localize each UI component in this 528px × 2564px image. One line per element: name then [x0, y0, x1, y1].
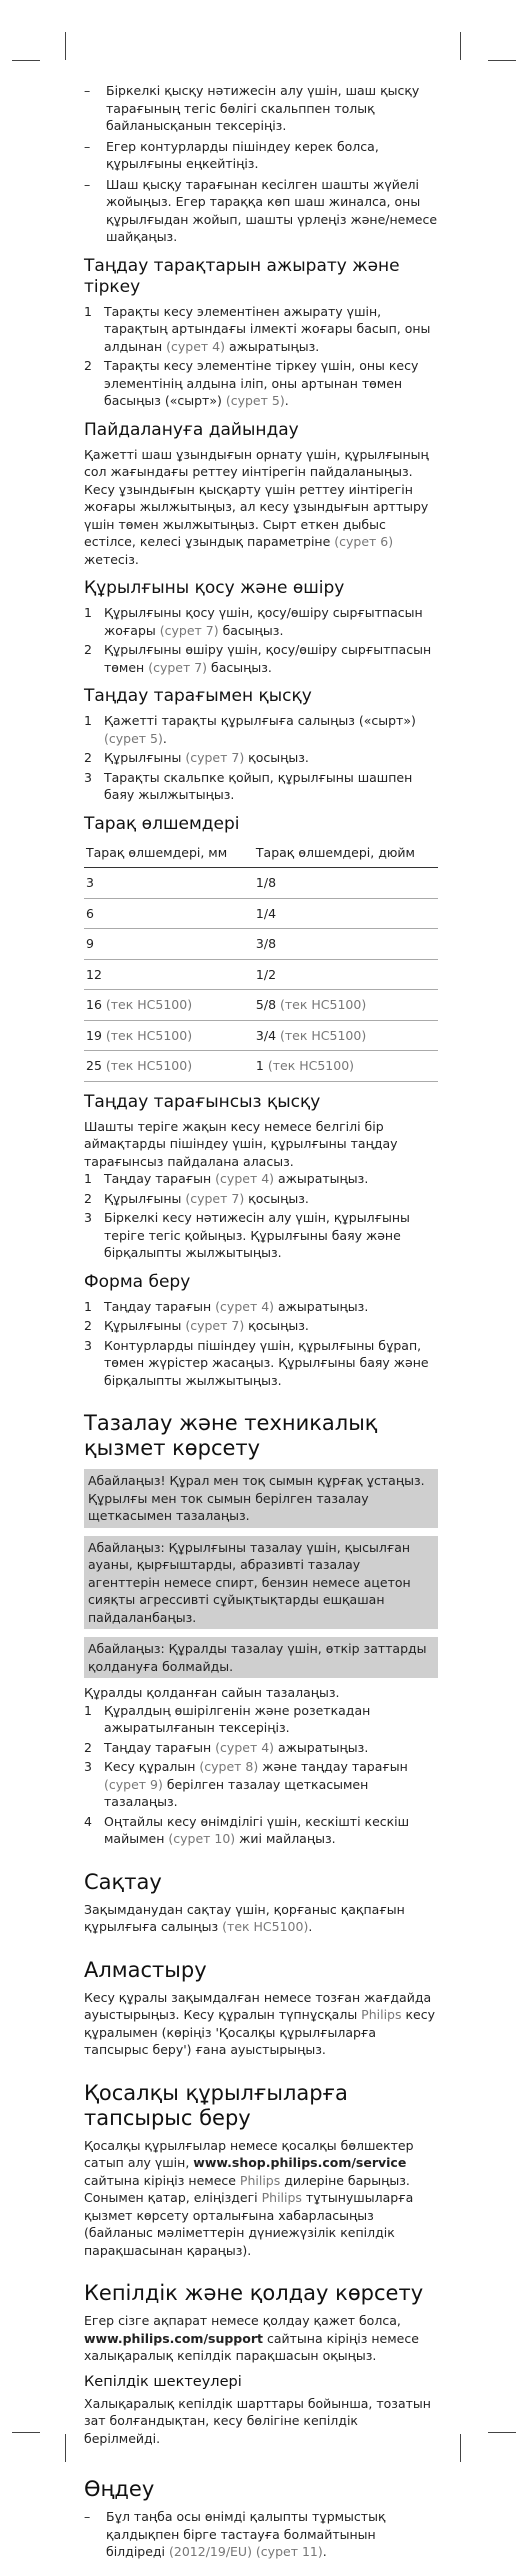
brand-name: Philips	[361, 2007, 402, 2022]
table-cell-mm: 16 (тек HC5100)	[84, 990, 254, 1021]
comb-sizes-table	[84, 840, 438, 1082]
figure-ref: (сурет 5)	[104, 730, 163, 746]
figure-ref: (сурет 4)	[215, 1739, 275, 1755]
step-item: 2 Құрылғыны (сурет 7) қосыңыз.	[84, 1190, 309, 1206]
section-title-limits: Кепілдік шектеулері	[84, 2373, 242, 2390]
warning-box: Абайлаңыз: Құрылғыны тазалау үшін, қысылған ауаны, қырғыштарды, абразивті тазалау агенттерін немесе спирт, бензин немесе ацетон сияқты агрессивті сұйықтықтарды ешқашан пайдаланбаңыз.	[84, 1536, 438, 1630]
step-number: 4	[84, 1813, 92, 1829]
table-cell-inch: 5/8 (тек HC5100)	[254, 990, 438, 1021]
bullet-item: – Шаш қысқу тарағынан кесілген шашты жүйелі жойыңыз. Егер тараққа көп шаш жиналса, оны құрылғыдан жойып, шашты үрлеңіз және/немесе шайқаңыз.	[84, 176, 438, 246]
figure-ref: (сурет 7)	[148, 659, 208, 675]
crop-mark-top-right-v	[460, 32, 461, 60]
step-item: 2 Тарақты кесу элементіне тіркеу үшін, оны кесу элементінің алдына іліп, оны артынан төмен басыңыз («сырт») (сурет 5).	[84, 358, 419, 408]
bullet-item: – Біркелкі қысқу нәтижесін алу үшін, шаш қысқу тарағының тегіс бөлігі скальппен толық байланысқанын тексеріңіз.	[84, 82, 438, 135]
paragraph: Зақымданудан сақтау үшін, қорғаныс қақпағын құрылғыға салыңыз (тек HC5100).	[84, 1901, 405, 1934]
paragraph: Халықаралық кепілдік шарттары бойынша, тозатын зат болғандықтан, кесу бөлігіне кепілдік берілмейді.	[84, 2395, 431, 2446]
figure-ref: (сурет 6)	[334, 534, 394, 549]
brand-name: Philips	[261, 2190, 302, 2205]
manual-page	[84, 82, 438, 2564]
step-item: 2 Құрылғыны (сурет 7) қосыңыз.	[84, 1318, 309, 1333]
table-cell-mm: 6	[84, 898, 254, 929]
paragraph: Егер сізге ақпарат немесе қолдау қажет болса, www.philips.com/support сайтына кіріңіз немесе халықаралық кепілдік парақшасын оқыңыз.	[84, 2313, 419, 2363]
figure-ref: (сурет 8)	[199, 1759, 259, 1774]
step-item: 3 Кесу құралын (сурет 8) және таңдау тарағын (сурет 9) берілген тазалау щеткасымен тазалаңыз.	[84, 1759, 408, 1809]
step-item: 1 Таңдау тарағын (сурет 4) ажыратыңыз.	[84, 1298, 369, 1314]
table-header-row	[84, 840, 438, 868]
step-item: 3 Біркелкі кесу нәтижесін алу үшін, құрылғыны теріге тегіс қойыңыз. Құрылғыны баяу және бірқалыпты жылжытыңыз.	[84, 1210, 410, 1260]
section-title-sizes: Тарақ өлшемдері	[84, 813, 240, 834]
bullet-item: – Бұл таңба осы өнімді қалыпты тұрмыстық қалдықпен бірге тастауға болмайтынын білдіреді (2012/19/EU) (сурет 11).	[84, 2508, 438, 2561]
step-item: 2 Құрылғыны өшіру үшін, қосу/өшіру сырғытпасын төмен (сурет 7) басыңыз.	[84, 642, 432, 675]
paragraph: Кесу құралы зақымдалған немесе тозған жағдайда ауыстырыңыз. Кесу құралын түпнұсқалы Philips кесу құралымен (көріңіз 'Қосалқы құрылғыларға тапсырыс беру') ғана ауыстырыңыз.	[84, 1989, 435, 2057]
paragraph: Қосалқы құрылғылар немесе қосалқы бөлшектер сатып алу үшін, www.shop.philips.com/service сайтына кіріңіз немесе Philips дилеріне барыңыз. Сонымен қатар, еліңіздегі Philips тұтынушыларға қызмет көрсету орталығына хабарласыңыз (байланыс мәліметтерін дүниежүзілік кепілдік парақшасынан қараңыз).	[84, 2137, 414, 2258]
figure-ref: (сурет 10)	[168, 1831, 236, 1846]
section-title-shape: Форма беру	[84, 1271, 191, 1292]
section-title-recycle: Өңдеу	[84, 2477, 155, 2501]
section-title-prep: Пайдалануға дайындау	[84, 419, 299, 440]
step-item: 1 Тарақты кесу элементінен ажырату үшін, тарақтың артындағы ілмекті жоғары басып, оны алдынан (сурет 4) ажыратыңыз.	[84, 303, 431, 354]
table-cell-mm: 3	[84, 868, 254, 899]
section-title-nocomb: Таңдау тарағынсыз қысқу	[84, 1091, 321, 1112]
section-title-replace: Алмастыру	[84, 1957, 207, 1982]
step-number: 2	[84, 642, 92, 657]
step-number: 3	[84, 769, 92, 785]
intro-bullets	[84, 82, 438, 246]
figure-ref: (сурет 4)	[166, 338, 225, 354]
step-number: 2	[84, 1739, 92, 1755]
section-title-detach: Таңдау тарақтарын ажырату және тіркеу	[84, 255, 400, 297]
section-title-clean: Тазалау және техникалық қызмет көрсету	[84, 1411, 378, 1460]
table-cell-mm: 12	[84, 959, 254, 990]
figure-ref: (сурет 7)	[185, 1190, 245, 1206]
step-item: 3 Тарақты скальпке қойып, құрылғыны шашпен баяу жылжытыңыз.	[84, 769, 413, 802]
model-note: (тек HC5100)	[280, 1027, 367, 1043]
step-number: 2	[84, 750, 92, 765]
section-title-onoff: Құрылғыны қосу және өшіру	[84, 578, 345, 598]
crop-mark-top-right-h	[488, 60, 516, 61]
step-item: 1 Құралдың өшірілгенін және розеткадан ажыратылғанын тексеріңіз.	[84, 1702, 371, 1735]
step-number: 1	[84, 1171, 92, 1186]
figure-ref: (сурет 7)	[185, 1318, 245, 1333]
figure-ref: (2012/19/EU) (сурет 11)	[169, 2544, 323, 2559]
warning-box: Абайлаңыз: Құралды тазалау үшін, өткір заттарды қолдануға болмайды.	[84, 1637, 438, 1678]
column-header-inch: Тарақ өлшемдері, дюйм	[254, 840, 438, 868]
model-note: (тек HC5100)	[267, 1058, 355, 1073]
table-row	[84, 929, 438, 960]
step-number: 1	[84, 1702, 92, 1718]
step-number: 1	[84, 303, 92, 319]
section-title-comb: Таңдау тарағымен қысқу	[84, 686, 312, 706]
table-cell-inch: 3/4 (тек HC5100)	[254, 1020, 438, 1051]
table-row	[84, 990, 438, 1021]
bullet-item: – Егер контурларды пішіндеу керек болса, құрылғыны еңкейтіңіз.	[84, 138, 438, 173]
crop-mark-bottom-right-v	[460, 2434, 461, 2462]
table-cell-mm: 9	[84, 929, 254, 960]
crop-mark-bottom-left-v	[65, 2434, 66, 2462]
crop-mark-top-left-h	[12, 60, 40, 61]
table-cell-inch: 1/8	[254, 868, 438, 899]
table-cell-inch: 3/8	[254, 929, 438, 960]
step-number: 3	[84, 1759, 92, 1774]
warning-box: Абайлаңыз! Құрал мен тоқ сымын құрғақ ұстаңыз. Құрылғы мен ток сымын берілген тазалау щеткасымен тазалаңыз.	[84, 1469, 438, 1528]
paragraph: Шашты теріге жақын кесу немесе белгілі бір аймақтарды пішіндеу үшін, құрылғыны таңдау тарағынсыз пайдалана аласыз.	[84, 1118, 398, 1169]
step-number: 1	[84, 605, 92, 620]
step-number: 2	[84, 358, 92, 373]
step-item: 4 Оңтайлы кесу өнімділігі үшін, кескішті кескіш майымен (сурет 10) жиі майлаңыз.	[84, 1813, 410, 1846]
paragraph: Қажетті шаш ұзындығын орнату үшін, құрылғының сол жағындағы реттеу иінтірегін пайдаланыңыз. Кесу ұзындығын қысқарту үшін реттеу иінтірегін жоғары жылжытыңыз, ал кесу ұзындығын арттыру үшін төмен жылжытыңыз. Сырт еткен дыбыс естілсе, келесі ұзындық параметріне (сурет 6) жетесіз.	[84, 446, 429, 567]
table-body	[84, 868, 438, 1082]
model-note: (тек HC5100)	[222, 1919, 309, 1934]
table-row	[84, 1051, 438, 1082]
model-note: (тек HC5100)	[105, 1058, 193, 1073]
table-cell-inch: 1 (тек HC5100)	[254, 1051, 438, 1082]
brand-name: Philips	[239, 2172, 281, 2188]
step-item: 3 Контурларды пішіндеу үшін, құрылғыны бұрап, төмен жүрістер жасаңыз. Құрылғыны баяу және бірқалыпты жылжытыңыз.	[84, 1337, 429, 1388]
step-item: 2 Таңдау тарағын (сурет 4) ажыратыңыз.	[84, 1739, 369, 1755]
figure-ref: (сурет 4)	[215, 1298, 275, 1314]
step-item: 1 Қажетті тарақты құрылғыға салыңыз («сырт») (сурет 5).	[84, 713, 416, 746]
shop-link[interactable]: www.shop.philips.com/service	[193, 2155, 407, 2170]
figure-ref: (сурет 9)	[104, 1776, 163, 1792]
table-row	[84, 959, 438, 990]
step-number: 2	[84, 1318, 92, 1333]
crop-mark-bottom-left-h	[12, 2432, 40, 2433]
table-cell-mm: 19 (тек HC5100)	[84, 1020, 254, 1051]
figure-ref: (сурет 5)	[225, 393, 285, 408]
table-cell-mm: 25 (тек HC5100)	[84, 1051, 254, 1082]
crop-mark-bottom-right-h	[488, 2432, 516, 2433]
step-item: 1 Таңдау тарағын (сурет 4) ажыратыңыз.	[84, 1171, 369, 1186]
crop-mark-top-left-v	[65, 32, 66, 60]
support-link[interactable]: www.philips.com/support	[84, 2330, 263, 2346]
table-cell-inch: 1/4	[254, 898, 438, 929]
table-cell-inch: 1/2	[254, 959, 438, 990]
step-item: 2 Құрылғыны (сурет 7) қосыңыз.	[84, 750, 309, 765]
step-number: 3	[84, 1337, 92, 1353]
model-note: (тек HC5100)	[280, 997, 367, 1012]
table-row	[84, 868, 438, 899]
step-number: 1	[84, 1298, 92, 1314]
figure-ref: (сурет 7)	[159, 622, 219, 638]
figure-ref: (сурет 7)	[185, 750, 245, 765]
section-title-accessories: Қосалқы құрылғыларға тапсырыс беру	[84, 2080, 348, 2130]
paragraph: Құралды қолданған сайын тазалаңыз.	[84, 1685, 340, 1700]
table-row	[84, 898, 438, 929]
column-header-mm: Тарақ өлшемдері, мм	[84, 840, 254, 868]
step-number: 2	[84, 1190, 92, 1206]
model-note: (тек HC5100)	[105, 997, 193, 1012]
table-row	[84, 1020, 438, 1051]
section-title-warranty: Кепілдік және қолдау көрсету	[84, 2281, 424, 2305]
figure-ref: (сурет 4)	[215, 1171, 275, 1186]
step-item: 1 Құрылғыны қосу үшін, қосу/өшіру сырғытпасын жоғары (сурет 7) басыңыз.	[84, 605, 423, 638]
model-note: (тек HC5100)	[105, 1027, 193, 1043]
step-number: 3	[84, 1210, 92, 1225]
section-title-storage: Сақтау	[84, 1869, 162, 1894]
step-number: 1	[84, 713, 92, 728]
